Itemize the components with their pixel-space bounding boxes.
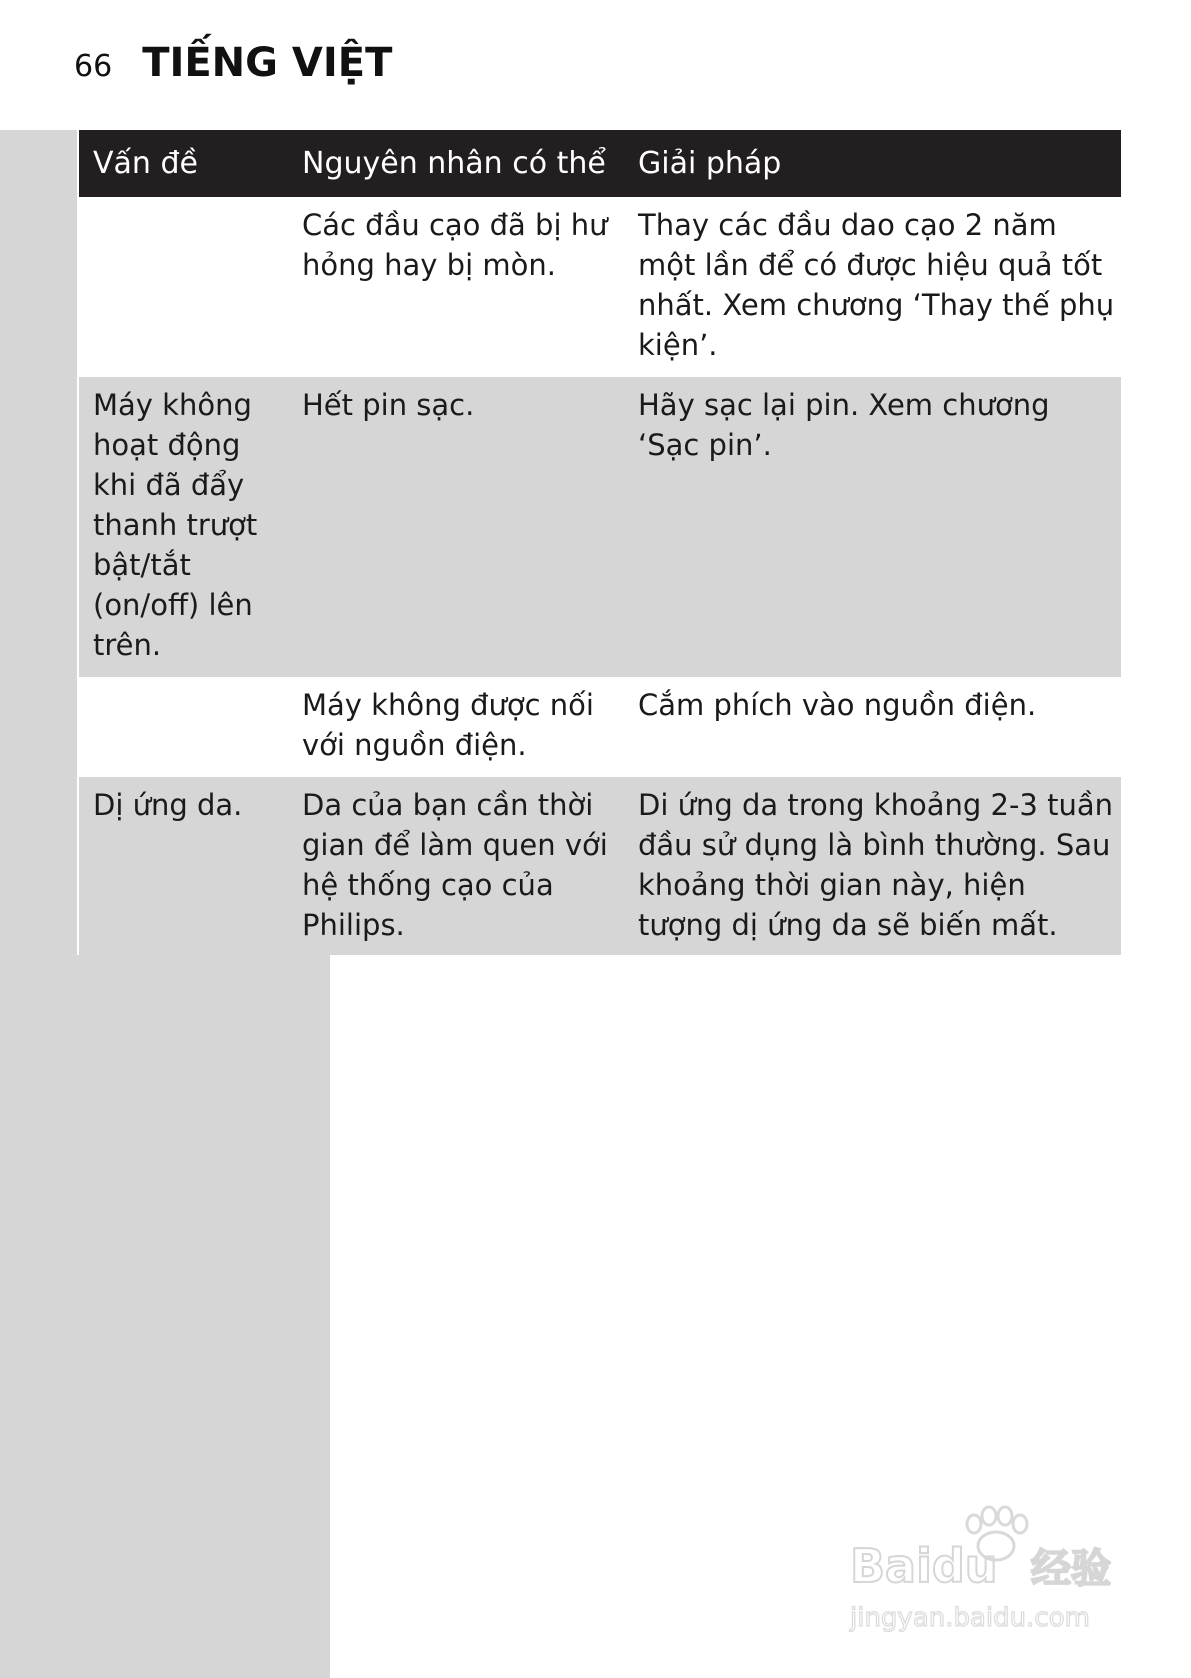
solution-cell: Hãy sạc lại pin. Xem chương ‘Sạc pin’. (638, 388, 1050, 462)
problem-cell (79, 197, 288, 377)
table-row (79, 377, 1121, 677)
table-row (79, 777, 1121, 955)
page-number: 66 (74, 49, 113, 84)
cause-cell: Máy không được nối với nguồn điện. (302, 688, 594, 762)
problem-cell: Dị ứng da. (93, 788, 243, 822)
solution-cell: Cắm phích vào nguồn điện. (638, 688, 1037, 722)
solution-cell: Di ứng da trong khoảng 2-3 tuần đầu sử dụng là bình thường. Sau khoảng thời gian này, hiện tượng dị ứng da sẽ biến mất. (638, 788, 1113, 942)
table-row (79, 197, 1121, 377)
baidu-jingyan-watermark (846, 1500, 1146, 1640)
cause-cell: Hết pin sạc. (302, 388, 475, 422)
watermark-brand: Baidu (850, 1539, 998, 1593)
section-title: TIẾNG VIỆT (142, 40, 393, 86)
column-header-problem: Vấn đề (93, 145, 198, 181)
cause-cell: Các đầu cạo đã bị hư hỏng hay bị mòn. (302, 208, 608, 282)
watermark-brand-cn: 经验 (1031, 1546, 1111, 1592)
watermark-url: jingyan.baidu.com (850, 1603, 1090, 1633)
column-header-solution: Giải pháp (638, 145, 782, 181)
problem-cell: Máy không hoạt động khi đã đẩy thanh trượt bật/tắt (on/off) lên trên. (93, 388, 258, 662)
table-row (79, 677, 1121, 777)
problem-cell (79, 677, 288, 777)
table-header-row (79, 130, 1121, 197)
page-header (74, 40, 392, 100)
cause-cell: Da của bạn cần thời gian để làm quen với hệ thống cạo của Philips. (302, 788, 608, 942)
column-header-cause: Nguyên nhân có thể (302, 145, 606, 181)
solution-cell: Thay các đầu dao cạo 2 năm một lần để có được hiệu quả tốt nhất. Xem chương ‘Thay thế phụ kiện’. (638, 208, 1115, 362)
troubleshooting-table (77, 130, 1121, 955)
